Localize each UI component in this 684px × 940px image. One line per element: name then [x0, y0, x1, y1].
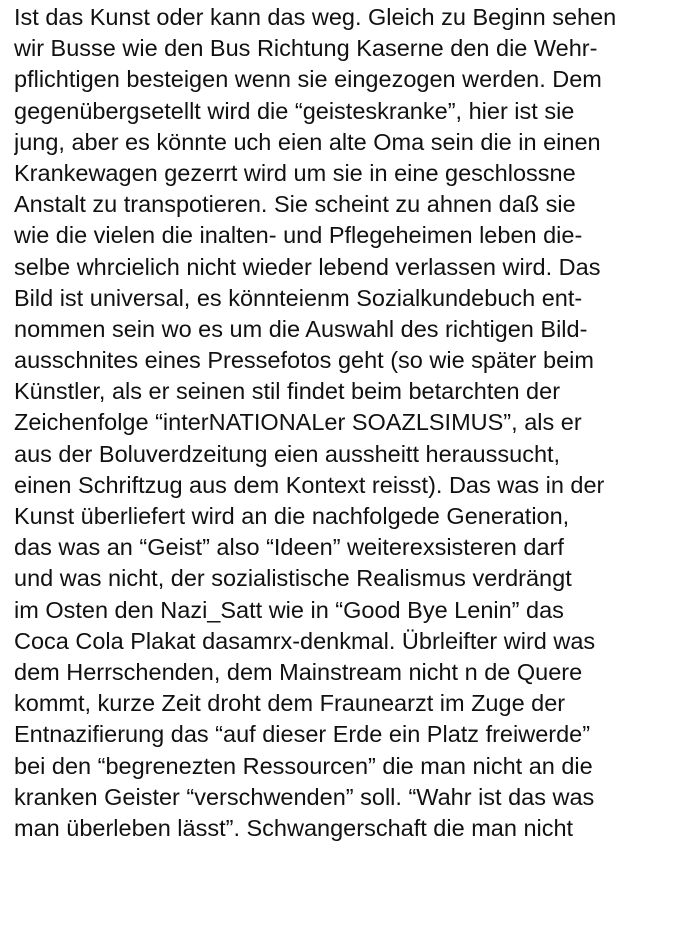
- text-line: Coca Cola Plakat dasamrx-denkmal. Übrleifter wird was: [14, 627, 596, 654]
- text-line: kommt, kurze Zeit droht dem Fraunearzt im Zuge der: [14, 690, 566, 717]
- text-line: ausschnites eines Pressefotos geht (so wie später beim: [14, 347, 594, 374]
- text-line: Krankewagen gezerrt wird um sie in eine geschlossne: [14, 159, 576, 186]
- text-line: wie die vielen die inalten- und Pflegeheimen leben die-: [14, 222, 583, 249]
- text-line: dem Herrschenden, dem Mainstream nicht n de Quere: [14, 658, 583, 685]
- text-line: einen Schriftzug aus dem Kontext reisst). Das was in der: [14, 471, 605, 498]
- text-line: Anstalt zu transpotieren. Sie scheint zu ahnen daß sie: [14, 191, 576, 218]
- text-line: kranken Geister “verschwenden” soll. “Wahr ist das was: [14, 783, 595, 810]
- body-text: [14, 2, 678, 844]
- text-line: selbe whrcielich nicht wieder lebend verlassen wird. Das: [14, 253, 601, 280]
- text-line: jung, aber es könnte uch eien alte Oma sein die in einen: [14, 128, 601, 155]
- text-line: gegenübergsetellt wird die “geisteskranke”, hier ist sie: [14, 97, 575, 124]
- text-line: pflichtigen besteigen wenn sie eingezogen werden. Dem: [14, 66, 602, 93]
- text-line: nommen sein wo es um die Auswahl des richtigen Bild-: [14, 315, 588, 342]
- text-line: Zeichenfolge “interNATIONALer SOAZLSIMUS”, als er: [14, 409, 582, 436]
- text-line: Ist das Kunst oder kann das weg. Gleich zu Beginn sehen: [14, 4, 617, 30]
- text-line: man überleben lässt”. Schwangerschaft die man nicht: [14, 814, 574, 841]
- text-line: aus der Boluverdzeitung eien aussheitt heraussucht,: [14, 440, 561, 467]
- text-line: Bild ist universal, es könnteienm Sozialkundebuch ent-: [14, 284, 583, 311]
- text-line: und was nicht, der sozialistische Realismus verdrängt: [14, 565, 572, 592]
- text-line: Entnazifierung das “auf dieser Erde ein Platz freiwerde”: [14, 721, 591, 748]
- text-line: Künstler, als er seinen stil findet beim betarchten der: [14, 378, 561, 405]
- text-line: das was an “Geist” also “Ideen” weiterexsisteren darf: [14, 534, 564, 561]
- text-line: Kunst überliefert wird an die nachfolgede Generation,: [14, 503, 570, 529]
- text-line: im Osten den Nazi_Satt wie in “Good Bye Lenin” das: [14, 596, 564, 623]
- text-line: bei den “begrenezten Ressourcen” die man nicht an die: [14, 752, 593, 779]
- text-line: wir Busse wie den Bus Richtung Kaserne den die Wehr-: [14, 35, 598, 62]
